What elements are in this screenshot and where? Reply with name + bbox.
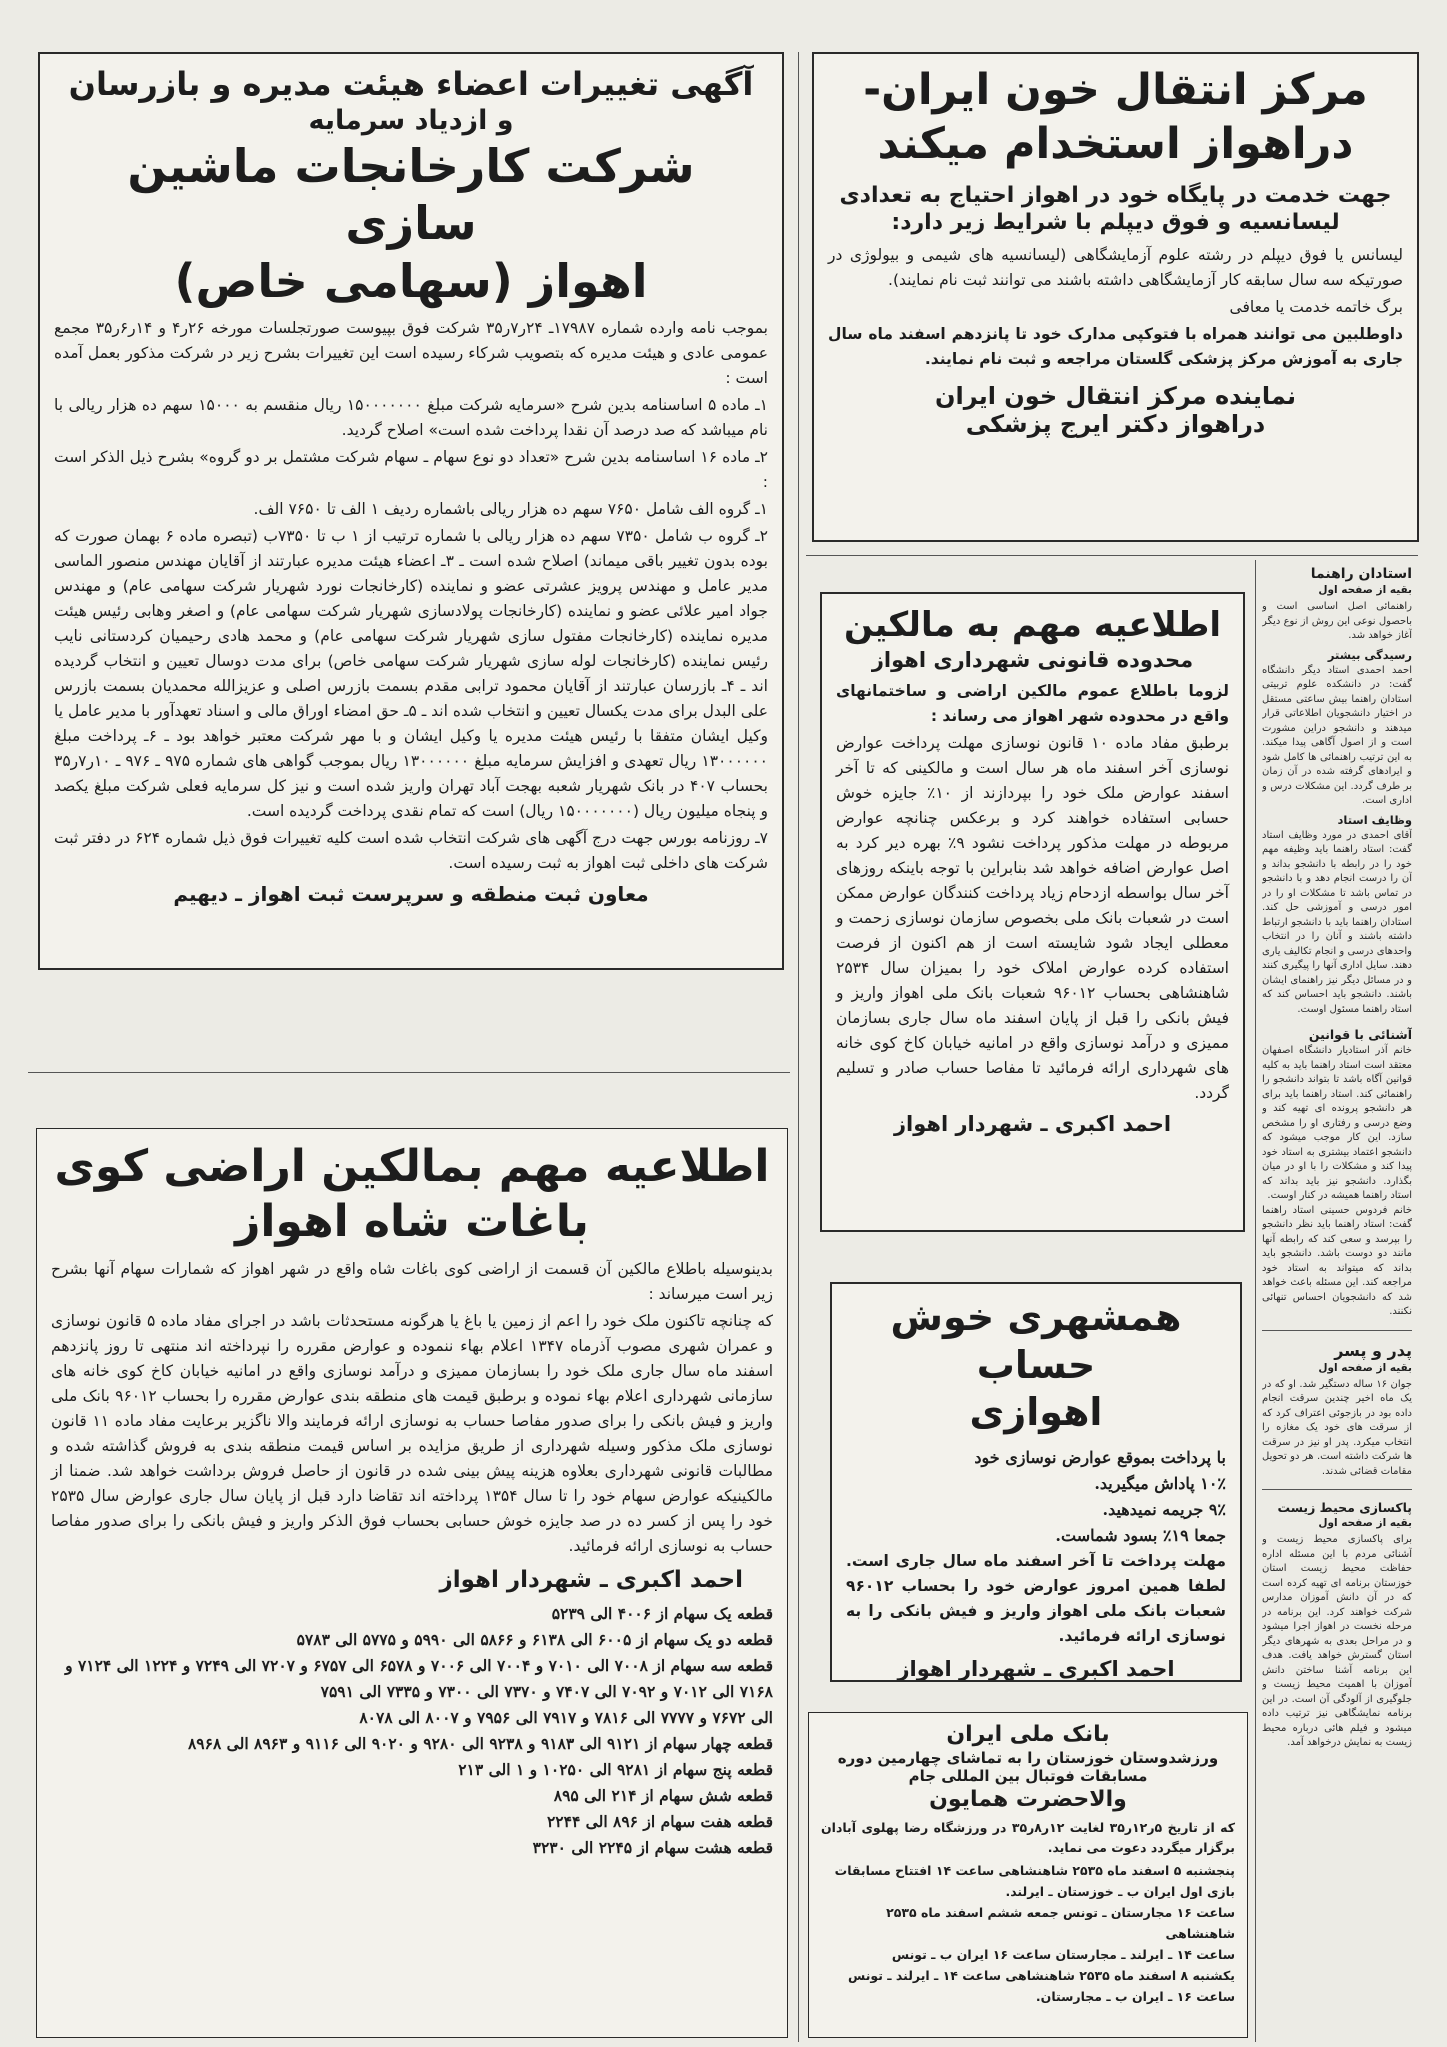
ad-paragraph: بدینوسیله باطلاع مالکین آن قسمت از اراضی کوی باغات شاه واقع در شهر اهواز که شمارات سهام آنها بشرح زیر است میرساند :: [51, 1260, 773, 1303]
news-text: احمد احمدی استاد دیگر دانشگاه گفت: در دانشکده علوم تربیتی استادان راهنما بیش ساعتی مستقل در اختیار دانشجویان اطلاعاتی قرار میدهند و دانشجو دراین مشورت است و از اصول آگاهی پیدا میکند. به این ترتیب راهنمائی ها کامل شود و ایرادهای گرفته شده در آن زمان بر طرف گردد. این مشکلات درس و اداری است.: [1262, 664, 1412, 806]
share-line: قطعه هفت سهام از ۸۹۶ الی ۲۲۴۴: [546, 1812, 773, 1831]
ad-title: شرکت کارخانجات ماشین سازی: [127, 138, 695, 251]
ad-paragraph: بموجب نامه وارده شماره ۱۷۹۸۷ـ ۲۴ر۷ر۳۵ شرکت فوق بپیوست صورتجلسات مورخه ۲۶ر۴ و ۱۴ر۶ر۳۵ مجمع عمومی عادی و هیئت مدیره که بتصویب شرکاء رسیده است این تغییرات بشرح زیر در شرکت مذکور بعمل آمده است :: [54, 319, 768, 388]
benefit-line: ۱۰٪ پاداش میگیرید.: [1094, 1473, 1226, 1493]
ad-paragraph: ۷ـ روزنامه بورس جهت درج آگهی های شرکت انتخاب شده است کلیه تغییرات فوق ذیل شماره ۶۲۴ در دفتر ثبت شرکت های داخلی ثبت اهواز به ثبت رسیده است.: [54, 829, 768, 873]
ad-title: اطلاعیه مهم بمالکین اراضی کوی: [54, 1141, 770, 1192]
ad-signature: دراهواز دکتر ایرج پزشکی: [965, 409, 1266, 438]
ad-signature: نماینده مرکز انتقال خون ایران: [935, 381, 1296, 410]
ad-paragraph: که از تاریخ ۵ر۱۲ر۳۵ لغایت ۱۲ر۸ر۳۵ در ورزشگاه رضا پهلوی آبادان برگزار میگردد دعوت می نماید.: [821, 1819, 1235, 1855]
news-subheading: رسیدگی بیشتر: [1327, 647, 1412, 662]
ad-title: اهواز (سهامی خاص): [174, 253, 648, 308]
ad-title: اطلاعیه مهم به مالکین: [843, 605, 1222, 645]
news-headline: پاکسازی محیط زیست: [1277, 1500, 1412, 1515]
schedule-line: پنجشنبه ۵ اسفند ماه ۲۵۳۵ شاهنشاهی ساعت ۱۴ افتتاح مسابقات: [834, 1862, 1235, 1878]
ad-paragraph: ۲ـ گروه ب شامل ۷۳۵۰ سهم ده هزار ریالی با شماره ترتیب از ۱ ب تا ۷۳۵۰ب (تبصره ماده ۶ بهمان صورت که بوده بدون تغییر باقی میماند) اصلاح شده است ـ ۳ـ اعضاء هیئت مدیره عبارتند از آقایان مهندس منصور الماسی مدیر عامل و مهندس پرویز عشرتی عضو و نماینده (کارخانجات نورد شهریار شرکت سهامی عام) و مهندس جواد امیر علائی عضو و نماینده (کارخانجات پولادسازی شهریار شرکت سهامی عام) و اصغر وهابی رئیس هیئت مدیره نماینده (کارخانجات مفتول سازی شهریار شرکت سهامی عام) و محمد هادی رحیمیان کردستانی نایب رئیس نماینده (کارخانجات لوله سازی شهریار شرکت سهامی خاص) برای مدت دوسال تعیین و انتخاب گردیده اند ـ ۴ـ بازرسان عبارتند از آقایان محمود ترابی مقدم بسمت بازرس اصلی و عزیزالله محمدیان بسمت بازرس علی البدل برای مدت یکسال تعیین و انتخاب شده اند ـ ۵ـ حق امضاء اوراق مالی و اسناد تعهدآور با مدیر عامل یا وکیل ایشان متفقا با رئیس هیئت مدیره یا وکیل ایشان و با مهر شرکت معتبر خواهد بود ـ ۶ـ پرداخت مبلغ ۱۳۰۰۰۰۰۰ ریال تعهدی و افزایش سرمایه مبلغ ۱۳۰۰۰۰۰۰ ریال بموجب گواهی های شماره ۹۷۵ ـ ۹۷۶ ـ ۱۰ر۷ر۳۵ بحساب ۴۰۷ در بانک شهریار شعبه بهجت آباد تهران واریز شده است و نیز کل سرمایه فعلی شرکت مبلغ یکصد و پنجاه میلیون ریال (۱۵۰۰۰۰۰۰۰ ریال) است که تمام نقدی پرداخت گردیده است.: [54, 527, 768, 821]
row-rule: [806, 555, 1418, 556]
news-headline: پدر و پسر: [1334, 1340, 1412, 1360]
share-line: قطعه پنج سهام از ۹۲۸۱ الی ۱۰۲۵۰ و ۱ الی ۲۱۳: [458, 1760, 773, 1779]
good-payer-ad: [830, 1282, 1242, 1682]
ad-paragraph: ۱ـ گروه الف شامل ۷۶۵۰ سهم ده هزار ریالی باشماره ردیف ۱ الف تا ۷۶۵۰ الف.: [253, 500, 768, 519]
news-continuation: بقیه از صفحه اول: [1318, 1517, 1412, 1529]
ad-title: و ازدیاد سرمایه: [308, 105, 514, 136]
column-rule: [1255, 560, 1256, 2042]
municipality-owners-ad: [820, 592, 1245, 1232]
ad-intro: لیسانسیه و فوق دیپلم با شرایط زیر دارد:: [891, 210, 1340, 235]
ad-paragraph: ۱ـ ماده ۵ اساسنامه بدین شرح «سرمایه شرکت مبلغ ۱۵۰۰۰۰۰۰۰ ریال منقسم به ۱۵۰۰۰ سهم ده هزار ریالی با نام میباشد که صد درصد آن نقدا پرداخت شده است» اصلاح گردید.: [54, 396, 768, 440]
ad-title: دراهواز استخدام میکند: [877, 118, 1354, 169]
ad-paragraph: لیسانس یا فوق دیپلم در رشته علوم آزمایشگاهی (لیسانسیه های شیمی و بیولوژی در صورتیکه سه سال سابقه کار آزمایشگاهی داشته باشند می توانند ثبت نام نمایند).: [828, 245, 1403, 289]
ad-title: والاحضرت همایون: [929, 1787, 1127, 1812]
benefit-line: ۹٪ جریمه نمیدهید.: [1102, 1499, 1226, 1519]
schedule-line: ساعت ۱۶ مجارستان ـ تونس جمعه ششم اسفند ماه ۲۵۳۵ شاهنشاهی: [886, 1904, 1235, 1941]
bank-melli-ad: [808, 1712, 1248, 2038]
ad-paragraph: برطبق مفاد ماده ۱۰ قانون نوسازی مهلت پرداخت عوارض نوسازی آخر اسفند ماه هر سال است و مالکینی که تا آخر اسفند عوارض ملک خود را بپردازند از ۱۰٪ جایزه خوش حسابی استفاده خواهند کرد و برعکس چنانچه عوارض مربوطه در مهلت مذکور پرداخت نشود ۹٪ بهره دیر کرد به اصل عوارض اضافه خواهد شد بنابراین با توجه باینکه روزهای آخر سال بواسطه ازدحام زیاد پرداخت کنندگان عوارض ممکن است در شعبات بانک ملی بخصوص سازمان نوسازی زحمت و معطلی ایجاد شود شایسته است از هم اکنون از فرصت استفاده کرده عوارض املاک خود را بمیزان سال ۲۵۳۴ شاهنشاهی بحساب ۹۶۰۱۲ شعبات بانک ملی اهواز واریز و فیش بانکی را قبل از پایان اسفند ماه سال جاری بسازمان ممیزی و درآمد نوسازی واقع در امانیه خیابان کاخ کوی خانه های شهرداری ارائه فرمائید تا مفاصا حساب صادر و تسلیم گردد.: [836, 733, 1229, 1102]
ad-title: مرکز انتقال خون ایران-: [863, 65, 1368, 115]
share-line: قطعه هشت سهام از ۲۲۴۵ الی ۳۲۳۰: [532, 1838, 773, 1857]
news-divider: [1262, 1330, 1412, 1331]
ad-title: همشهری خوش حساب: [890, 1295, 1182, 1387]
ad-title: آگهی تغییرات اعضاء هیئت مدیره و بازرسان: [68, 65, 754, 103]
ad-paragraph: که چنانچه تاکنون ملک خود را اعم از زمین یا باغ یا هرگونه مستحدثات باشد در اجرای مفاد ماده ۵ قانون نوسازی و عمران شهری مصوب آذرماه ۱۳۴۷ اعلام بهاء ننموده و عوارض مقرره را نپرداخته اند منتهی تا روز پانزدهم اسفند ماه سال جاری ملک خود را بسازمان ممیزی و درآمد نوسازی واقع در امانیه خیابان کاخ کوی خانه های سازمانی شهرداری اعلام بهاء نموده و برطبق قیمت های منطقه بندی عوارض مقرره را بحساب ۹۶۰۱۲ بانک ملی واریز و فیش بانکی را برای صدور مفاصا حساب به نوسازی ارائه فرمایند والا ناگزیر برعایت مفاد ماده ۱۱ قانون نوسازی ملک مذکور وسیله شهرداری از طریق مزایده بر اساس قیمت منطقه بندی به فروش گذاشته شده و مطالبات قانونی شهرداری بعلاوه هزینه پیش بینی شده در قانون از حاصل فروش برداشت خواهد شد. ضمنا از مالکینیکه عوارض سهام خود را تا سال ۱۳۵۴ پرداخته اند تقاضا دارد قبل از پایان سال جاری عوارض سال ۲۵۳۵ خود را پس از کسر ده در صد جایزه خوش حسابی بحساب فوق الذکر واریز و فیش بانکی را برای صدور مفاصا حساب به نوسازی ارائه فرمائید.: [51, 1312, 774, 1555]
news-text: آقای احمدی در مورد وظایف استاد گفت: استاد راهنما باید وظیفه مهم خود را در رابطه با دانشجو بداند و آن را درست انجام دهد و با دانشجو در تماس باشد تا مشکلات او را در امور درسی و آموزشی حل کند. استادان راهنما باید با دانشجو ارتباط داشته باشند و آنان را در انتخاب واحدهای درسی و انجام تکالیف یاری دهند. سایل اداری آنها را پیگیری کنند و در مسائل دیگر نیز راهنمای ایشان باشند. دانشجو باید احساس کند که استاد راهنما مسئول اوست.: [1262, 829, 1412, 1015]
row-rule: [28, 1072, 790, 1073]
ad-signature: احمد اکبری ـ شهردار اهواز: [893, 1111, 1172, 1136]
news-text: راهنمائی اصل اساسی است و باحصول نوعی این روش از نوع دیگر آغاز خواهد شد.: [1262, 601, 1412, 641]
ad-paragraph: داوطلبین می توانند همراه با فتوکپی مدارک خود تا پانزدهم اسفند ماه سال جاری به آموزش مرکز پزشکی گلستان مراجعه و ثبت نام نمایند.: [828, 324, 1403, 368]
news-text: خانم آذر استادیار دانشگاه اصفهان معتقد است استاد راهنما باید به کلیه قوانین آگاه باشد تا بتواند دانشجو را راهنمائی کند. استاد راهنما باید برای هر دانشجو پرونده ای تهیه کند و وضع درسی و رفتاری او را مشخص سازد. این کار موجب میشود که دانشجو اعتماد بیشتری به استاد خود پیدا کند و مشکلات را با او در میان بگذارد. دانشجو نیز باید بداند که استاد راهنما همیشه در کنار اوست.: [1262, 1045, 1412, 1201]
company-ad: [38, 52, 784, 970]
ad-paragraph: لزوما باطلاع عموم مالکین اراضی و ساختمانهای واقع در محدوده شهر اهواز می رساند :: [836, 681, 1229, 725]
shares-list: [51, 1601, 773, 1861]
bagh-shah-owners-ad: [36, 1128, 788, 2038]
news-text: خانم فردوس حسینی استاد راهنما گفت: استاد راهنما باید نظر دانشجو را بپرسد و سعی کند که رابطه آنها مانند دو دوست باشد. دانشجو باید بداند که میتواند به استاد خود مراجعه کند. این مسئله باعث خواهد شد که دانشجویان احساس تنهائی نکنند.: [1262, 1204, 1412, 1317]
share-line: قطعه دو یک سهام از ۶۰۰۵ الی ۶۱۳۸ و ۵۸۶۶ الی ۵۹۹۰ و ۵۷۷۵ الی ۵۷۸۳: [296, 1630, 773, 1649]
benefit-line: با پرداخت بموقع عوارض نوسازی خود: [974, 1447, 1226, 1467]
ad-signature: احمد اکبری ـ شهردار اهواز: [897, 1656, 1175, 1681]
ad-title: باغات شاه اهواز: [235, 1196, 589, 1247]
schedule-line: بازی اول ایران ب ـ خوزستان ـ ایرلند.: [1005, 1883, 1235, 1899]
ad-title: محدوده قانونی شهرداری اهواز: [871, 647, 1194, 672]
news-continuation: بقیه از صفحه اول: [1318, 584, 1412, 596]
share-line: قطعه یک سهام از ۴۰۰۶ الی ۵۲۳۹: [551, 1604, 773, 1623]
schedule-line: ساعت ۱۶ ـ ایران ب ـ مجارستان.: [1035, 1988, 1235, 2004]
schedule-line: یکشنبه ۸ اسفند ماه ۲۵۳۵ شاهنشاهی ساعت ۱۴ ـ ایرلند ـ تونس: [848, 1967, 1235, 1983]
blood-transfer-ad: [812, 52, 1419, 542]
ad-paragraph: ۲ـ ماده ۱۶ اساسنامه بدین شرح «تعداد دو نوع سهام ـ سهام شرکت مشتمل بر دو گروه» بشرح ذیل الذکر است :: [54, 448, 768, 492]
ad-subtitle: مسابقات فوتبال بین المللی جام: [908, 1767, 1148, 1786]
ad-intro: جهت خدمت در پایگاه خود در اهواز احتیاج به تعدادی: [839, 182, 1392, 208]
news-continuation: بقیه از صفحه اول: [1318, 1361, 1412, 1374]
share-line: قطعه شش سهام از ۲۱۴ الی ۸۹۵: [553, 1786, 773, 1805]
column-rule: [798, 52, 799, 2042]
ad-paragraph: برگ خاتمه خدمت یا معافی: [1229, 297, 1403, 316]
ad-signature: معاون ثبت منطقه و سرپرست ثبت اهواز ـ دیهیم: [173, 882, 649, 907]
news-text: برای پاکسازی محیط زیست و آشنائی مردم با این مسئله اداره حفاظت محیط زیست استان خوزستان برنامه ای تهیه کرده است که در آن دانش آموزان مدارس شرکت خواهند کرد. این برنامه در مرحله نخست در اهواز اجرا میشود و در مراحل بعدی به شهرهای دیگر استان گسترش خواهد یافت. هدف این برنامه آشنا ساختن دانش آموزان با اهمیت محیط زیست و جلوگیری از آلودگی آن است. در این برنامه نمایشگاهی نیز ترتیب داده میشود و فیلم هائی درباره محیط زیست به نمایش درخواهد آمد.: [1262, 1534, 1412, 1748]
share-line: قطعه چهار سهام از ۹۱۲۱ الی ۹۱۸۳ و ۹۲۳۸ الی ۹۲۸۰ و ۹۰۲۰ الی ۹۱۱۶ و ۸۹۶۳ الی ۸۹۶۸: [187, 1734, 773, 1753]
ad-title: بانک ملی ایران: [946, 1722, 1110, 1747]
news-text: جوان ۱۶ ساله دستگیر شد. او که در یک ماه اخیر چندین سرقت انجام داده بود در بازجوئی اعتراف کرد که از سرقت های خود یک مغازه را انتخاب میکرد. پدر او نیز در سرقت ها شرکت داشته است. هر دو تحویل مقامات قضائی شدند.: [1262, 1378, 1412, 1477]
ad-subtitle: ورزشدوستان خوزستان را به تماشای چهارمین دوره: [837, 1748, 1219, 1767]
ad-signature: احمد اکبری ـ شهردار اهواز: [439, 1567, 743, 1593]
news-subheading: وظایف استاد: [1337, 812, 1412, 827]
news-headline: آشنائی با قوانین: [1308, 1027, 1412, 1042]
share-line: قطعه سه سهام از ۷۰۰۸ الی ۷۰۱۰ و ۷۰۰۴ الی ۷۰۰۶ و ۶۵۷۸ الی ۶۷۵۷ و ۷۲۰۷ الی ۷۲۴۹ و ۱۲۲۴ الی ۷۱۲۴ و ۷۱۶۸ الی ۷۰۱۲ و ۷۰۹۲ الی ۷۴۰۷ و ۷۳۷۰ الی ۷۳۰۰ و ۷۳۳۵ الی ۷۵۹۱: [65, 1656, 773, 1701]
schedule-line: ساعت ۱۴ ـ ایرلند ـ مجارستان ساعت ۱۶ ایران ب ـ تونس: [891, 1946, 1235, 1962]
ad-title: اهوازی: [969, 1390, 1103, 1434]
news-divider: [1262, 1489, 1412, 1490]
match-schedule: [821, 1860, 1235, 2007]
side-news-column: [1262, 566, 1412, 2036]
ad-paragraph: مهلت پرداخت تا آخر اسفند ماه سال جاری است. لطفا همین امروز عوارض خود را بحساب ۹۶۰۱۲ شعبات بانک ملی اهواز واریز و فیش بانکی را به نوسازی ارائه فرمائید.: [846, 1551, 1226, 1645]
share-line: الی ۷۶۷۲ و ۷۷۷۷ الی ۷۸۱۶ و ۷۹۱۷ الی ۷۹۵۶ و ۸۰۰۷ الی ۸۰۷۸: [359, 1708, 773, 1727]
benefit-line: جمعا ۱۹٪ بسود شماست.: [1055, 1525, 1226, 1545]
news-headline: استادان راهنما: [1310, 566, 1412, 582]
